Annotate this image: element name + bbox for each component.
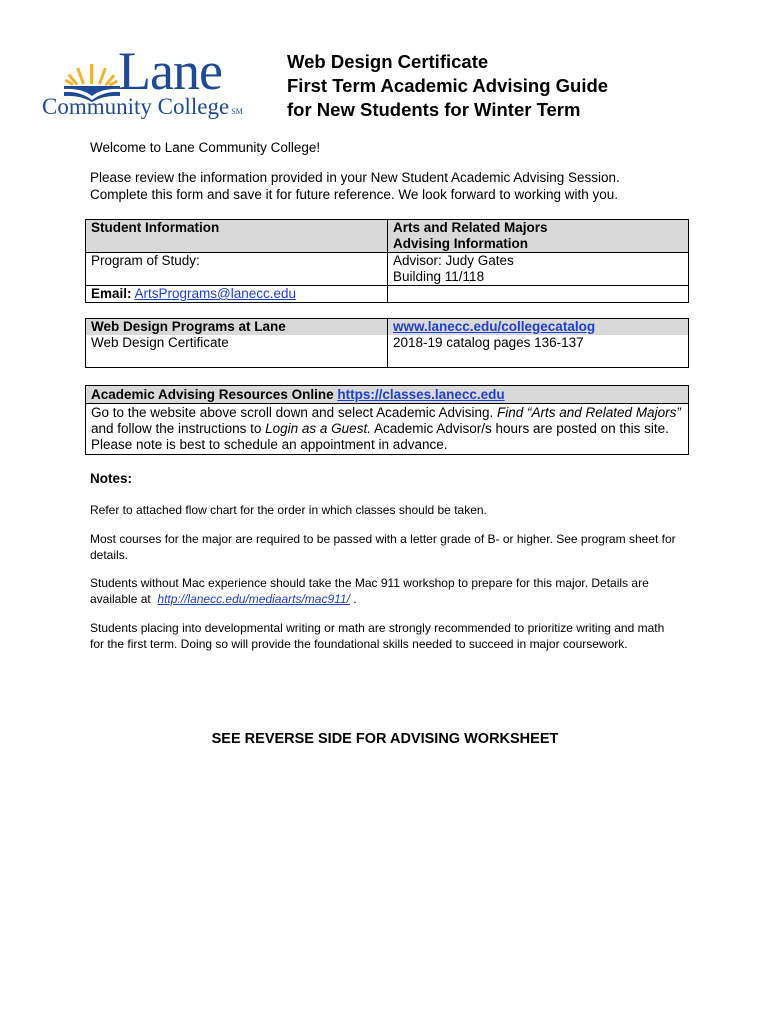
programs-left-cell — [86, 319, 388, 368]
email-link[interactable]: ArtsPrograms@lanecc.edu — [134, 286, 297, 301]
program-name: Web Design Certificate — [91, 335, 229, 350]
email-label: Email: — [91, 286, 132, 301]
notes-label: Notes: — [90, 471, 133, 486]
student-info-table — [85, 219, 689, 303]
title-line-2: First Term Academic Advising Guide — [287, 75, 609, 96]
resources-header — [86, 386, 688, 404]
program-of-study-label: Program of Study: — [91, 253, 200, 268]
catalog-link[interactable]: www.lanecc.edu/collegecatalog — [393, 319, 596, 334]
resources-header-text: Academic Advising Resources Online — [91, 387, 334, 402]
classes-link[interactable]: https://classes.lanecc.edu — [337, 387, 505, 402]
logo-subname: Community College — [42, 94, 230, 119]
resources-body — [86, 404, 688, 454]
advisor-cell — [388, 253, 689, 286]
resources-text-2: and follow the instructions to — [91, 421, 262, 436]
resources-text-3: Academic Advisor/s hours are posted on this site. Please note is best to schedule an appointment in advance. — [91, 421, 669, 452]
program-of-study-cell — [86, 253, 388, 286]
empty-cell — [388, 286, 689, 303]
advising-info-header — [388, 220, 689, 253]
note-3 — [90, 575, 680, 607]
email-cell — [86, 286, 388, 303]
note-4: Students placing into developmental writing or math are strongly recommended to prioritize writing and math for the first term. Doing so will provide the foundational skills needed to succeed in major coursework. — [90, 621, 665, 651]
lane-logo — [42, 42, 262, 122]
resources-italic-2: Login as a Guest. — [265, 421, 371, 436]
advising-header-line-1: Arts and Related Majors — [393, 220, 548, 235]
mac911-link[interactable]: http://lanecc.edu/mediaarts/mac911/ — [157, 592, 350, 606]
catalog-pages: 2018-19 catalog pages 136-137 — [393, 335, 584, 350]
advisor-name: Advisor: Judy Gates — [393, 253, 514, 268]
advising-resources-box — [85, 385, 689, 455]
welcome-text: Welcome to Lane Community College! — [90, 140, 321, 155]
note-2: Most courses for the major are required to be passed with a letter grade of B- or higher. See program sheet for details. — [90, 532, 676, 562]
advising-header-line-2: Advising Information — [393, 236, 528, 251]
logo-service-mark: SM — [231, 107, 243, 116]
intro-line-1: Please review the information provided in your New Student Academic Advising Session. — [90, 170, 620, 185]
programs-table — [85, 318, 689, 368]
logo-college-text — [42, 94, 243, 125]
note-3-end: . — [353, 592, 357, 606]
reverse-side-notice: SEE REVERSE SIDE FOR ADVISING WORKSHEET — [211, 731, 559, 747]
intro-line-2: Complete this form and save it for future reference. We look forward to working with you. — [90, 187, 618, 202]
student-info-header: Student Information — [86, 220, 388, 253]
title-line-3: for New Students for Winter Term — [287, 99, 581, 120]
title-line-1: Web Design Certificate — [287, 51, 489, 72]
resources-text-1: Go to the website above scroll down and select Academic Advising. — [91, 405, 494, 420]
advisor-building: Building 11/118 — [393, 269, 485, 284]
programs-header: Web Design Programs at Lane — [86, 319, 387, 335]
resources-italic-1: Find “Arts and Related Majors” — [497, 405, 681, 420]
logo-lane-text: Lane — [118, 41, 222, 101]
page-title — [287, 50, 608, 122]
intro-paragraph — [90, 169, 690, 203]
programs-right-cell — [388, 319, 689, 368]
note-3-text: Students without Mac experience should take the Mac 911 workshop to prepare for this major. Details are available at — [90, 576, 649, 606]
note-1: Refer to attached flow chart for the order in which classes should be taken. — [90, 503, 487, 517]
